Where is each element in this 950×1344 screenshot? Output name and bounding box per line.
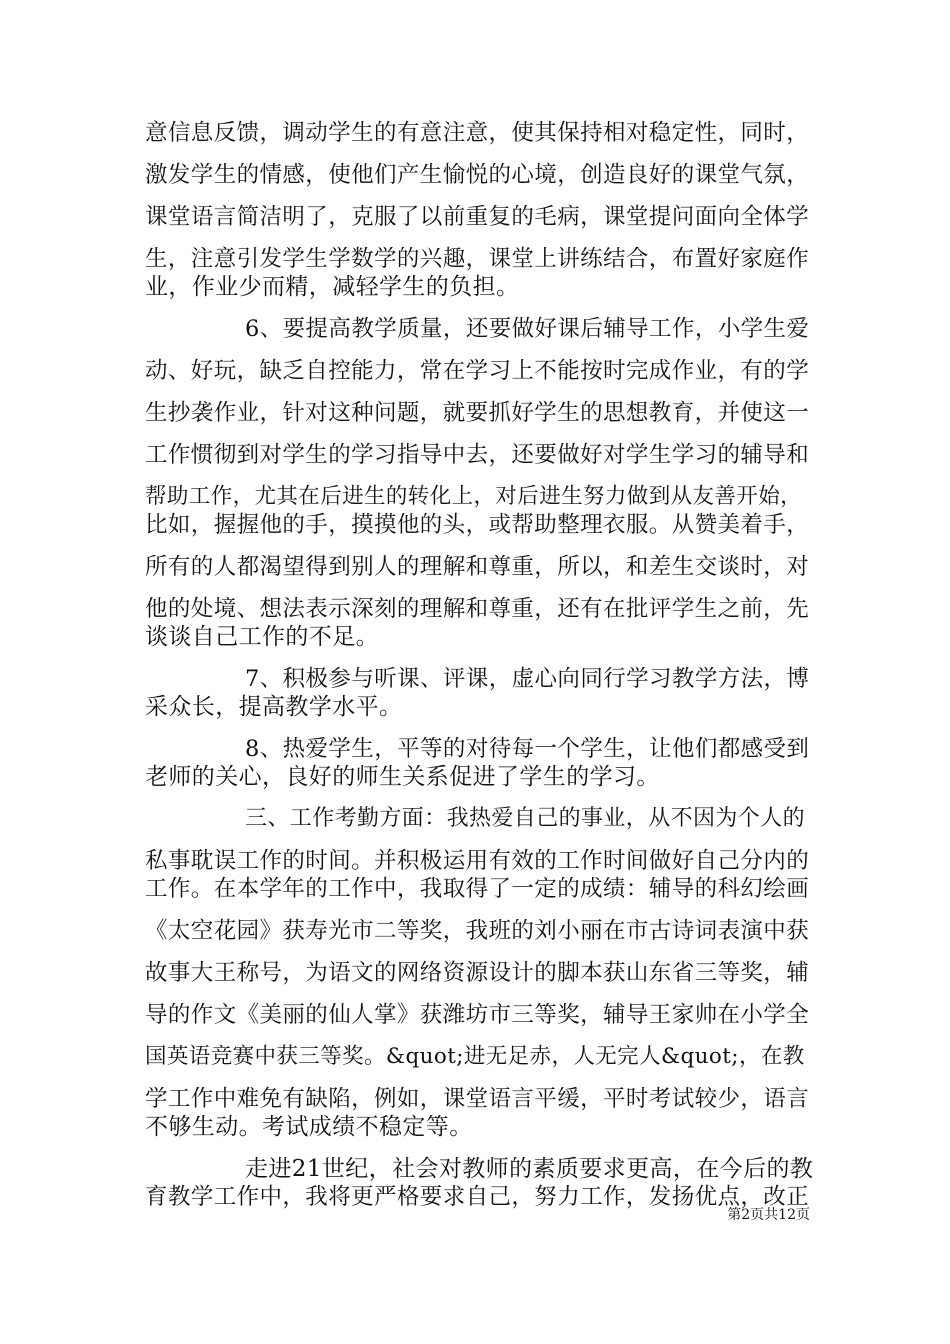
text-line: 激发学生的情感，使他们产生愉悦的心境，创造良好的课堂气氛， — [145, 162, 810, 188]
text-line: 生抄袭作业，针对这种问题，就要抓好学生的思想教育，并使这一 — [145, 400, 810, 426]
text-line: 私事耽误工作的时间。并积极运用有效的工作时间做好自己分内的 — [145, 848, 810, 874]
paragraph-start-line: 三、工作考勤方面：我热爱自己的事业，从不因为个人的 — [245, 806, 806, 831]
text-line: 学工作中难免有缺陷，例如，课堂语言平缓，平时考试较少，语言 — [145, 1086, 810, 1112]
text-line: 工作惯彻到对学生的学习指导中去，还要做好对学生学习的辅导和 — [145, 442, 810, 468]
paragraph-start-line: 8、热爱学生，平等的对待每一个学生，让他们都感受到 — [245, 736, 810, 762]
text-line: 《太空花园》获寿光市二等奖，我班的刘小丽在市古诗词表演中获 — [145, 918, 810, 944]
page-number-footer: 第2页共12页 — [727, 1207, 810, 1223]
text-line: 工作。在本学年的工作中，我取得了一定的成绩：辅导的科幻绘画 — [145, 876, 810, 902]
text-line: 导的作文《美丽的仙人掌》获潍坊市三等奖，辅导王家帅在小学全 — [145, 1002, 810, 1028]
text-line: 国英语竞赛中获三等奖。&quot;进无足赤，人无完人&quot;，在教 — [145, 1044, 805, 1069]
text-line: 故事大王称号，为语文的网络资源设计的脚本获山东省三等奖，辅 — [145, 960, 810, 986]
text-line: 意信息反馈，调动学生的有意注意，使其保持相对稳定性，同时， — [145, 120, 810, 146]
text-line: 所有的人都渴望得到别人的理解和尊重，所以，和差生交谈时，对 — [145, 554, 810, 580]
text-line: 老师的关心，良好的师生关系促进了学生的学习。 — [145, 764, 660, 790]
text-line: 比如，握握他的手，摸摸他的头，或帮助整理衣服。从赞美着手， — [145, 512, 810, 538]
paragraph-start-line: 走进21世纪，社会对教师的素质要求更高，在今后的教 — [245, 1156, 814, 1182]
text-line: 育教学工作中，我将更严格要求自己，努力工作，发扬优点，改正 — [145, 1184, 810, 1210]
text-line: 采众长，提高教学水平。 — [145, 694, 403, 720]
text-line: 不够生动。考试成绩不稳定等。 — [145, 1114, 473, 1140]
text-line: 动、好玩，缺乏自控能力，常在学习上不能按时完成作业，有的学 — [145, 358, 810, 384]
text-line: 业，作业少而精，减轻学生的负担。 — [145, 274, 520, 300]
text-line: 生，注意引发学生学数学的兴趣，课堂上讲练结合，布置好家庭作 — [145, 246, 810, 272]
text-line: 课堂语言简洁明了，克服了以前重复的毛病，课堂提问面向全体学 — [145, 204, 810, 230]
text-line: 帮助工作，尤其在后进生的转化上，对后进生努力做到从友善开始， — [145, 484, 803, 509]
text-line: 谈谈自己工作的不足。 — [145, 624, 379, 650]
paragraph-start-line: 7、积极参与听课、评课，虚心向同行学习教学方法，博 — [245, 666, 810, 692]
text-line: 他的处境、想法表示深刻的理解和尊重，还有在批评学生之前，先 — [145, 596, 810, 622]
paragraph-start-line: 6、要提高教学质量，还要做好课后辅导工作，小学生爱 — [245, 316, 810, 342]
